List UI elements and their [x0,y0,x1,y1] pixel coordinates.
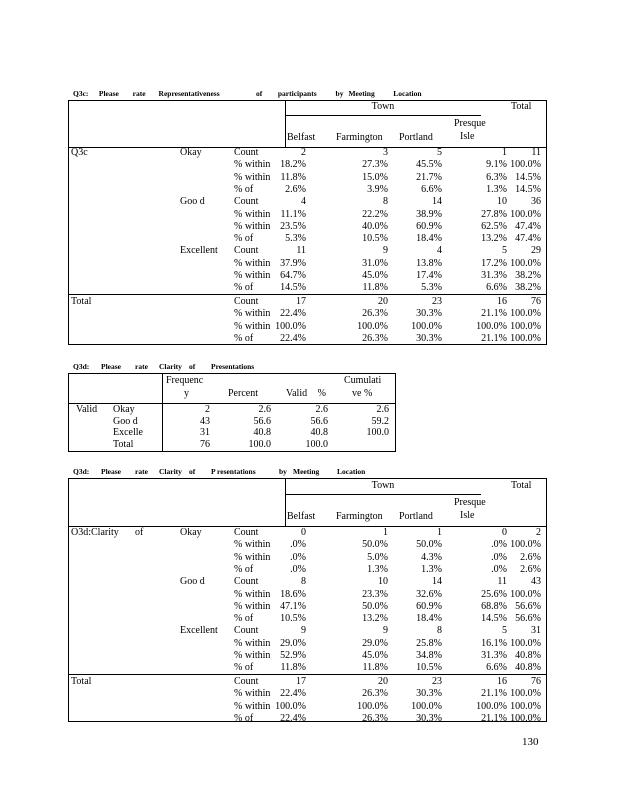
table3-value: 4.3% [421,551,442,563]
table1-value: 100.0% [510,208,541,220]
table3-stat-label: % within [234,551,271,563]
table3-value: 50.0% [362,600,388,612]
table1-value: 23 [432,296,442,307]
table3-value: 31.3% [481,650,507,661]
table2-value: 76 [200,438,210,450]
table1-value: 62.5% [481,220,507,232]
table3-value: .0% [290,539,306,551]
table1-value: 27.3% [362,159,388,171]
table1-value: 45.5% [416,159,442,171]
table3-value: 32.6% [416,588,442,600]
table3-value: 100.0% [357,700,388,712]
table1-stat-label: % of [234,332,254,344]
table3-value: 100.0% [510,700,541,712]
table1-col-header: Farmington [336,132,383,143]
table1-value: 47.4% [515,233,541,245]
table3-value: 30.3% [416,712,442,724]
table3-value: 0 [502,527,507,538]
table1-col-header: Portland [399,132,433,143]
table1-value: 100.0% [510,308,541,320]
table1-value: 100.0% [510,257,541,269]
table3-col-header: Farmington [336,511,383,522]
table2-value: 40.8 [310,427,328,438]
table3-value: 100.0% [510,712,541,724]
table3-value: 20 [378,676,388,687]
table3-value: 100.0% [510,539,541,551]
table1-value: 11.1% [280,208,306,220]
table3-value: 2 [536,527,541,538]
table1-value: 8 [383,196,388,208]
table3-value: 10 [378,576,388,588]
table1-group-label: Okay [180,147,202,158]
table3-group-label: Okay [180,527,202,538]
table3-value: 14 [432,576,442,588]
table3-group-label: Goo d [180,576,205,588]
table1-value: 17.2% [481,257,507,269]
table1-value: 16 [497,296,507,307]
table1-value: 11 [531,147,541,158]
table2-value: 56.6 [253,415,271,427]
table3-value: 11.8% [280,662,306,674]
table2-value: 56.6 [310,415,328,427]
table3-stat-label: % of [234,563,254,575]
table1-value: 60.9% [416,220,442,232]
table1-row-variable: Q3c [71,147,88,158]
table2-value: 31 [200,427,210,438]
table1-value: 100.0% [476,320,507,332]
table3-value: 40.8% [515,650,541,661]
table2-value: 100.0 [366,427,389,438]
table2-valid-label: Valid [76,404,98,415]
table1-value: 10 [497,196,507,208]
table3-value: 50.0% [362,539,388,551]
table3-col-header: Belfast [287,511,316,522]
table3-value: 8 [301,576,306,588]
table3-value: 100.0% [411,700,442,712]
table1-col-header: Presque [454,118,486,129]
table1-stat-label: % within [234,270,271,281]
table3-caption: Q3d: Please rate Clarity of P resentations by Meeting Location [73,467,366,476]
table1-value: 18.4% [416,233,442,245]
table3-value: 8 [437,625,442,637]
table3-stat-label: % of [234,662,254,674]
table2-header-frequency: Frequenc [166,375,204,386]
table3-value: 29.0% [362,637,388,649]
table1-rule [68,294,547,295]
table3-stat-label: Count [234,625,259,637]
table1-value: 22.4% [280,308,306,320]
table1-stat-label: % within [234,220,271,232]
table3-col-header: Presque [454,497,486,508]
table3-value: 21.1% [481,688,507,700]
table3-value: 21.1% [481,712,507,724]
table1-stat-label: % within [234,208,271,220]
table1-value: 9.1% [486,159,507,171]
table3-stat-label: % within [234,588,271,600]
table1-value: 4 [301,196,306,208]
table2-header-frequency: y [184,388,189,399]
table1-value: 3 [383,147,388,158]
table3-rule [68,674,547,675]
table1-stat-label: % within [234,257,271,269]
table1-value: 11.8% [280,171,306,183]
table3-value: 23 [432,676,442,687]
table3-value: 9 [383,625,388,637]
table2-caption: Q3d: Please rate Clarity of Presentations [73,362,255,371]
table3-value: 34.8% [416,650,442,661]
table1-value: 14.5% [515,183,541,195]
table1-value: 31.0% [362,257,388,269]
table2-value: 43 [200,415,210,427]
table3-value: 25.6% [481,588,507,600]
table1-value: 100.0% [510,159,541,171]
table3-value: 26.3% [362,688,388,700]
table2-row-label: Total [113,438,134,450]
table1-stat-label: % of [234,233,254,245]
table3-stat-label: % within [234,650,271,661]
table3-value: .0% [491,563,507,575]
table2 [68,373,396,452]
table3-total-header: Total [511,480,532,491]
table1-stat-label: Count [234,296,259,307]
table1-col-header: Isle [460,131,475,142]
table3-value: 56.6% [515,600,541,612]
table1-rule [285,115,481,116]
table3-stat-label: % of [234,712,254,724]
table2-header-cumulative: ve % [352,388,373,399]
table3-value: 9 [301,625,306,637]
table1-value: 4 [437,245,442,257]
table1-value: 11 [296,245,306,257]
table1-value: 14.5% [515,171,541,183]
table1-stat-label: % within [234,159,271,171]
table1-value: 2.6% [285,183,306,195]
table3-value: 22.4% [280,712,306,724]
table3-value: .0% [491,551,507,563]
table3-group-label: Excellent [180,625,218,637]
table1-value: 1 [502,147,507,158]
table3-value: 76 [531,676,541,687]
table3-value: 25.8% [416,637,442,649]
table1-value: 13.8% [416,257,442,269]
table2-row-label: Excelle [113,427,143,438]
table3-value: 30.3% [416,688,442,700]
table3-value: 43 [531,576,541,588]
table3-value: 31 [531,625,541,637]
table3-value: 16.1% [481,637,507,649]
table3-value: 100.0% [275,700,306,712]
table3-value: 2.6% [520,563,541,575]
table1-value: 1.3% [486,183,507,195]
table1-value: 27.8% [481,208,507,220]
table3-value: 10.5% [416,662,442,674]
table3-value: 14.5% [481,613,507,625]
table3-value: 100.0% [510,588,541,600]
table1-value: 100.0% [275,320,306,332]
table2-row-label: Okay [113,404,135,415]
table1-value: 64.7% [280,270,306,281]
table3-value: 29.0% [280,637,306,649]
table1-value: 9 [383,245,388,257]
table1-value: 15.0% [362,171,388,183]
table1-value: 21.1% [481,308,507,320]
table3-value: 56.6% [515,613,541,625]
table2-header-percent: Percent [228,388,258,399]
table1-value: 37.9% [280,257,306,269]
table3-value: 17 [296,676,306,687]
table1-value: 26.3% [362,332,388,344]
table1-stat-label: % of [234,282,254,294]
table3-value: 45.0% [362,650,388,661]
table3-stat-label: Count [234,676,259,687]
table1-value: 11.8% [362,282,388,294]
page-number: 130 [522,736,539,748]
table3-value: 23.3% [362,588,388,600]
table1-caption: Q3c: Please rate Representativeness of participants by Meeting Location [73,89,422,98]
table1-stat-label: Count [234,196,259,208]
table3-value: 5 [502,625,507,637]
table1-value: 13.2% [481,233,507,245]
table3-stat-label: Count [234,576,259,588]
table2-value: 100.0 [248,438,271,450]
table3-value: 47.1% [280,600,306,612]
table3-value: 5.0% [367,551,388,563]
table2-value: 2.6 [315,404,328,415]
table3-value: .0% [290,563,306,575]
table1-value: 100.0% [411,320,442,332]
table2-value: 59.2 [371,415,389,427]
table2-header-valid: Valid % [286,388,326,399]
table2-value: 100.0 [305,438,328,450]
table1-value: 21.1% [481,332,507,344]
table1 [68,100,547,345]
table1-stat-label: Count [234,147,259,158]
table3-value: 1.3% [421,563,442,575]
table3-value: 2.6% [520,551,541,563]
table3-value: 50.0% [416,539,442,551]
table3-value: 18.4% [416,613,442,625]
table1-value: 38.2% [515,282,541,294]
table1-value: 5.3% [285,233,306,245]
table3-value: 1 [383,527,388,538]
table3-value: 11 [497,576,507,588]
table3-value: 6.6% [486,662,507,674]
table1-value: 2 [301,147,306,158]
table1-value: 21.7% [416,171,442,183]
table3-value: 16 [497,676,507,687]
table3-value: 60.9% [416,600,442,612]
table1-value: 6.3% [486,171,507,183]
table1-value: 100.0% [357,320,388,332]
table3-value: 22.4% [280,688,306,700]
table3-value: 13.2% [362,613,388,625]
table1-value: 30.3% [416,332,442,344]
table3-value: 18.6% [280,588,306,600]
table1-value: 5 [502,245,507,257]
table2-value: 40.8 [253,427,271,438]
table2-header-cumulative: Cumulati [344,375,382,386]
table3-value: .0% [290,551,306,563]
table1-value: 31.3% [481,270,507,281]
table3-value: 100.0% [510,637,541,649]
table1-value: 17.4% [416,270,442,281]
table1-value: 5.3% [421,282,442,294]
table1-stat-label: Count [234,245,259,257]
table1-stat-label: % within [234,308,271,320]
table1-stat-label: % within [234,320,271,332]
table3-stat-label: % within [234,539,271,551]
table3-col-header: Isle [460,510,475,521]
table1-stat-label: % within [234,171,271,183]
table1-value: 38.2% [515,270,541,281]
table1-value: 5 [437,147,442,158]
table1-value: 100.0% [510,332,541,344]
table1-value: 14.5% [280,282,306,294]
table3-value: 100.0% [476,700,507,712]
table3-row-variable: O3d:Clarity [71,527,119,538]
table3-value: 40.8% [515,662,541,674]
table3-value: 26.3% [362,712,388,724]
table3-stat-label: % within [234,700,271,712]
table1-value: 6.6% [486,282,507,294]
table1-value: 38.9% [416,208,442,220]
table1-value: 20 [378,296,388,307]
table3-value: 0 [301,527,306,538]
table1-value: 47.4% [515,220,541,232]
table1-value: 76 [531,296,541,307]
table1-col-header: Belfast [287,132,316,143]
table3-stat-label: % of [234,613,254,625]
table3-stat-label: Count [234,527,259,538]
table3-stat-label: % within [234,637,271,649]
table1-value: 36 [531,196,541,208]
table1-value: 100.0% [510,320,541,332]
table3-col-header: Portland [399,511,433,522]
table1-value: 14 [432,196,442,208]
table1-value: 26.3% [362,308,388,320]
table2-value: 2.6 [376,404,389,415]
table3-value: 52.9% [280,650,306,661]
table3-value: 11.8% [362,662,388,674]
table1-value: 23.5% [280,220,306,232]
table2-value: 2 [205,404,210,415]
table1-value: 10.5% [362,233,388,245]
table1-value: 18.2% [280,159,306,171]
table1-value: 3.9% [367,183,388,195]
table3 [68,478,547,722]
table1-group-label: Excellent [180,245,218,257]
table2-row-label: Goo d [113,415,138,427]
table3-value: 68.8% [481,600,507,612]
table3-total-label: Total [71,676,92,687]
table3-rule [285,494,481,495]
table1-value: 22.4% [280,332,306,344]
table3-stat-label: % within [234,688,271,700]
table1-total-header: Total [511,101,532,112]
table3-value: 100.0% [510,688,541,700]
table1-group-header: Town [371,101,395,112]
table3-row-variable: of [135,527,144,538]
table3-stat-label: % within [234,600,271,612]
table2-value: 2.6 [258,404,271,415]
table1-value: 40.0% [362,220,388,232]
table1-stat-label: % of [234,183,254,195]
table3-value: 1 [437,527,442,538]
table3-value: 1.3% [367,563,388,575]
table1-value: 29 [531,245,541,257]
table1-total-label: Total [71,296,92,307]
table3-value: 10.5% [280,613,306,625]
table3-value: .0% [491,539,507,551]
table1-value: 17 [296,296,306,307]
table1-group-label: Goo d [180,196,205,208]
table1-value: 30.3% [416,308,442,320]
table1-value: 45.0% [362,270,388,281]
table1-value: 22.2% [362,208,388,220]
table1-value: 6.6% [421,183,442,195]
table3-group-header: Town [371,480,395,491]
